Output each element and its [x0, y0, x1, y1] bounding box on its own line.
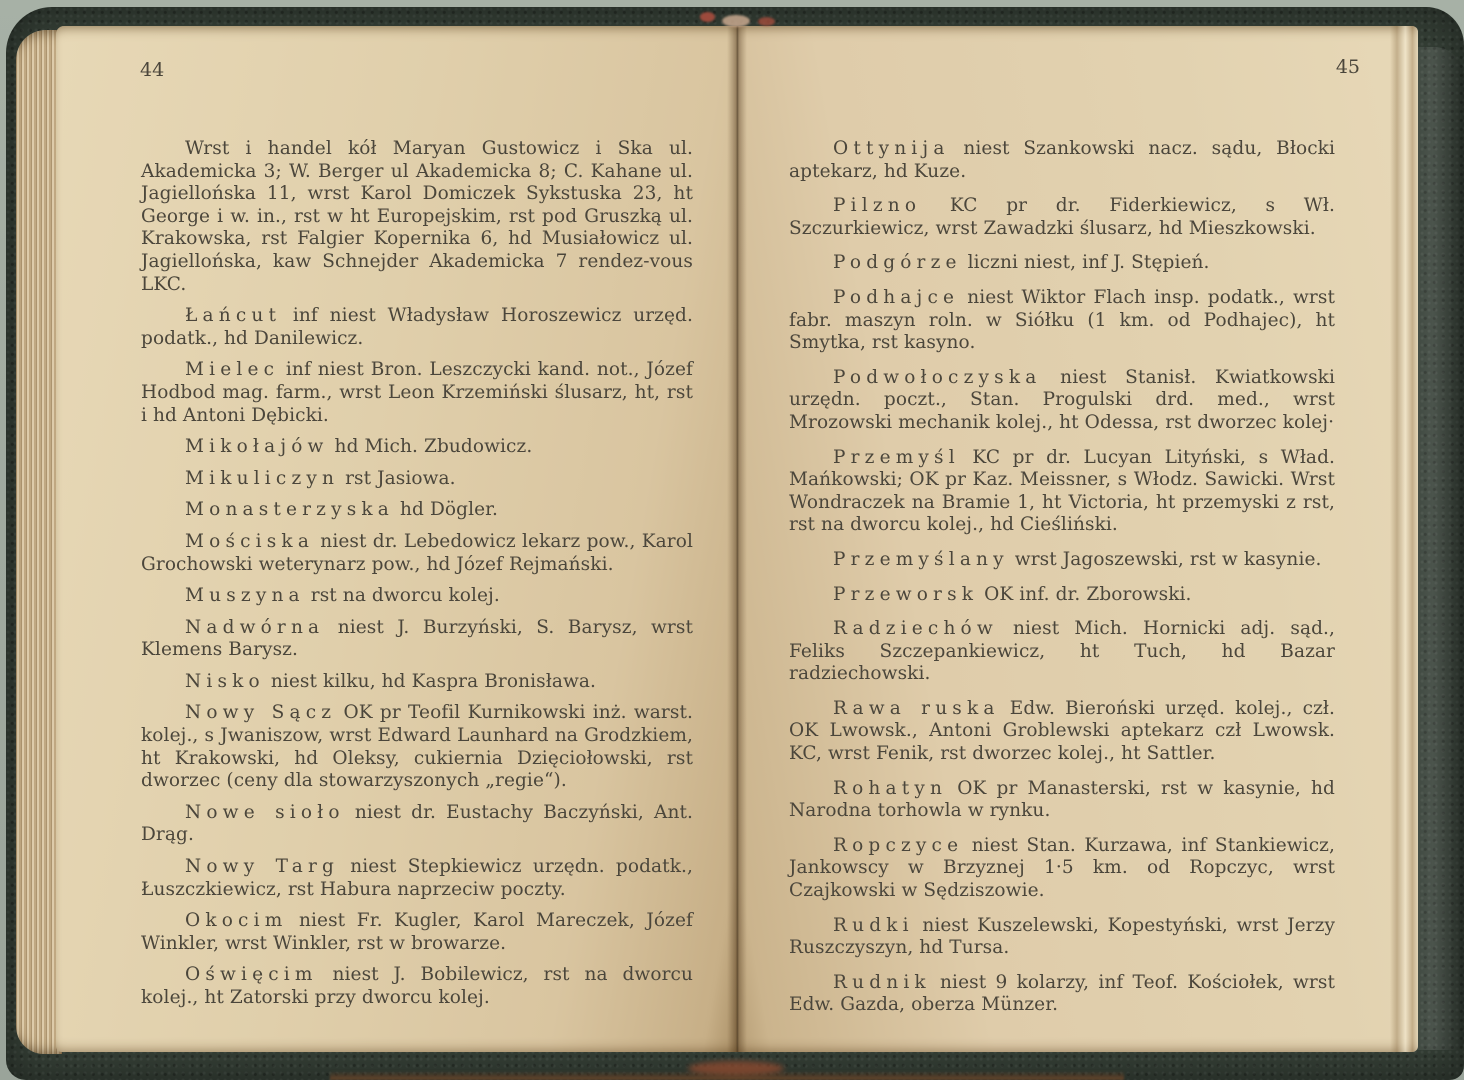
place-name-lead: Nowe sioło [185, 801, 345, 823]
directory-entry: Podwołoczyska niest Stanisł. Kwiatkowski urzędn. poczt., Stan. Progulski drd. med., wrst Mrozowski mechanik kolej., ht Odessa, rst dworzec kolej· [789, 366, 1335, 433]
place-name-lead: Nisko [185, 670, 265, 692]
directory-entry: Nisko niest kilku, hd Kaspra Bronisława. [185, 670, 597, 692]
book-gutter-shadow [727, 26, 747, 1052]
cover-leather-texture [1412, 47, 1464, 1050]
directory-entry: Łańcut inf niest Władysław Horoszewicz urzęd. podatk., hd Danilewicz. [141, 305, 693, 349]
directory-entry: Wrst i handel kół Maryan Gustowicz i Ska ul. Akademicka 3; W. Berger ul Akademicka 8; C. Kahane ul. Jagiellońska 11, wrst Karol Domiczek Sykstuska 23, ht George i w. in., rst w ht Europejskim, rst pod Gruszką ul. Krakowska, rst Falgier Kopernika 6, hd Musiałowicz ul. Jagiellońska, kaw Schnejder Akademicka 7 rendez-vous LKC. [141, 138, 693, 295]
wax-speck [758, 17, 775, 26]
directory-entry: Mikuliczyn rst Jasiowa. [185, 467, 456, 489]
directory-entry: Mikołajów hd Mich. Zbudowicz. [185, 436, 533, 458]
directory-entry: Rawa ruska Edw. Bieroński urzęd. kolej., czł. OK Lwowsk., Antoni Groblewski aptekarz czł Lwowsk. KC, wrst Fenik, rst dworzec kolej., ht Sattler. [789, 697, 1336, 765]
wax-speck [700, 12, 715, 22]
directory-entry: Ottynija niest Szankowski nacz. sądu, Błocki aptekarz, hd Kuze. [789, 138, 1335, 182]
place-name-lead: Okocim [185, 910, 288, 932]
directory-entry: Rudnik niest 9 kolarzy, inf Teof. Kościołek, wrst Edw. Gazda, oberza Münzer. [789, 971, 1335, 1016]
place-name-lead: Ottynija [833, 138, 950, 159]
page-number-right: 45 [1335, 56, 1360, 78]
place-name-lead: Rawa ruska [833, 697, 1000, 719]
directory-entry: Pilzno KC pr dr. Fiderkiewicz, s Wł. Szczurkiewicz, wrst Zawadzki ślusarz, hd Mieszkowski. [789, 195, 1335, 239]
directory-entry: Mościska niest dr. Lebedowicz lekarz pow., Karol Grochowski weterynarz pow., hd Józef Rejmański. [141, 530, 693, 575]
place-name-lead: Oświęcim [185, 964, 318, 986]
directory-entry: Nowe sioło niest dr. Eustachy Baczyński, Ant. Drąg. [141, 801, 693, 846]
directory-entry: Nowy Targ niest Stepkiewicz urzędn. podatk., Łuszczkiewicz, rst Habura naprzeciw poczty. [141, 856, 693, 900]
place-name-lead: Łańcut [185, 305, 282, 327]
right-page-text-column [789, 138, 1335, 1029]
place-name-lead: Mościska [185, 530, 315, 552]
directory-entry: Nadwórna niest J. Burzyński, S. Barysz, wrst Klemens Barysz. [141, 616, 693, 661]
place-name-lead: Nowy Targ [185, 856, 339, 878]
place-name-lead: Rudnik [833, 971, 931, 993]
wax-speck [722, 15, 750, 27]
place-name-lead: Nadwórna [185, 616, 325, 638]
place-name-lead: Muszyna [185, 585, 305, 607]
directory-entry: Nowy Sącz OK pr Teofil Kurnikowski inż. warst. kolej., s Jwaniszow, wrst Edward Launhard na Grodzkiem, ht Krakowski, hd Oleksy, cukiernia Dzięciołowski, rst dworzec (ceny dla stowarzyszonych „regie“). [141, 702, 693, 792]
table-surface-glimpse [330, 1071, 1124, 1080]
left-page-text-column [141, 138, 693, 1019]
directory-entry: Podgórze liczni niest, inf J. Stępień. [833, 252, 1210, 274]
page-number-left: 44 [140, 59, 165, 81]
directory-entry: Przemyślany wrst Jagoszewski, rst w kasynie. [833, 548, 1322, 570]
directory-entry: Mielec inf niest Bron. Leszczycki kand. not., Józef Hodbod mag. farm., wrst Leon Krzemiński ślusarz, ht, rst i hd Antoni Dębicki. [141, 359, 693, 426]
directory-entry: Radziechów niest Mich. Hornicki adj. sąd., Feliks Szczepankiewicz, ht Tuch, hd Bazar radziechowski. [789, 618, 1335, 685]
directory-entry: Oświęcim niest J. Bobilewicz, rst na dworcu kolej., ht Zatorski przy dworcu kolej. [141, 964, 693, 1008]
place-name-lead: Ropczyce [833, 834, 964, 856]
directory-entry: Monasterzyska hd Dögler. [185, 499, 499, 521]
directory-entry: Rudki niest Kuszelewski, Kopestyński, wrst Jerzy Ruszczyszyn, hd Tursa. [789, 914, 1335, 959]
right-page [737, 26, 1418, 1052]
directory-entry: Ropczyce niest Stan. Kurzawa, inf Stankiewicz, Jankowscy w Brzyznej 1·5 km. od Ropczyc, wrst Czajkowski w Sędziszowie. [789, 834, 1335, 902]
place-name-lead: Przemyślany [833, 548, 1009, 570]
place-name-lead: Rohatyn [833, 777, 948, 799]
place-name-lead: Podgórze [833, 252, 962, 274]
place-name-lead: Mikuliczyn [185, 467, 340, 489]
place-name-lead: Przemyśl [833, 446, 960, 468]
place-name-lead: Radziechów [833, 618, 998, 640]
place-name-lead: Pilzno [833, 195, 922, 217]
place-name-lead: Monasterzyska [185, 499, 395, 521]
directory-entry: Podhajce niest Wiktor Flach insp. podatk., wrst fabr. maszyn roln. w Siółku (1 km. od Podhajec), ht Smytka, rst kasyno. [789, 286, 1335, 354]
left-page [56, 26, 737, 1052]
directory-entry: Przemyśl KC pr dr. Lucyan Lityński, s Wład. Mańkowski; OK pr Kaz. Meissner, s Włodz. Sawicki. Wrst Wondraczek na Bramie 1, ht Victoria, ht przemyski z rst, rst na dworcu kolej., hd Cieśliński. [789, 446, 1335, 536]
place-name-lead: Rudki [833, 914, 914, 936]
place-name-lead: Mikołajów [185, 436, 329, 458]
directory-entry: Okocim niest Fr. Kugler, Karol Mareczek, Józef Winkler, wrst Winkler, rst w browarze. [141, 910, 693, 954]
place-name-lead: Mielec [185, 359, 280, 381]
directory-entry: Muszyna rst na dworcu kolej. [185, 585, 500, 607]
place-name-lead: Podhajce [833, 286, 960, 308]
directory-entry: Przeworsk OK inf. dr. Zborowski. [833, 583, 1192, 605]
place-name-lead: Przeworsk [833, 583, 979, 605]
place-name-lead: Nowy Sącz [185, 702, 337, 724]
place-name-lead: Podwołoczyska [833, 366, 1042, 388]
directory-entry: Rohatyn OK pr Manasterski, rst w kasynie, hd Narodna torhowla w rynku. [789, 777, 1335, 822]
